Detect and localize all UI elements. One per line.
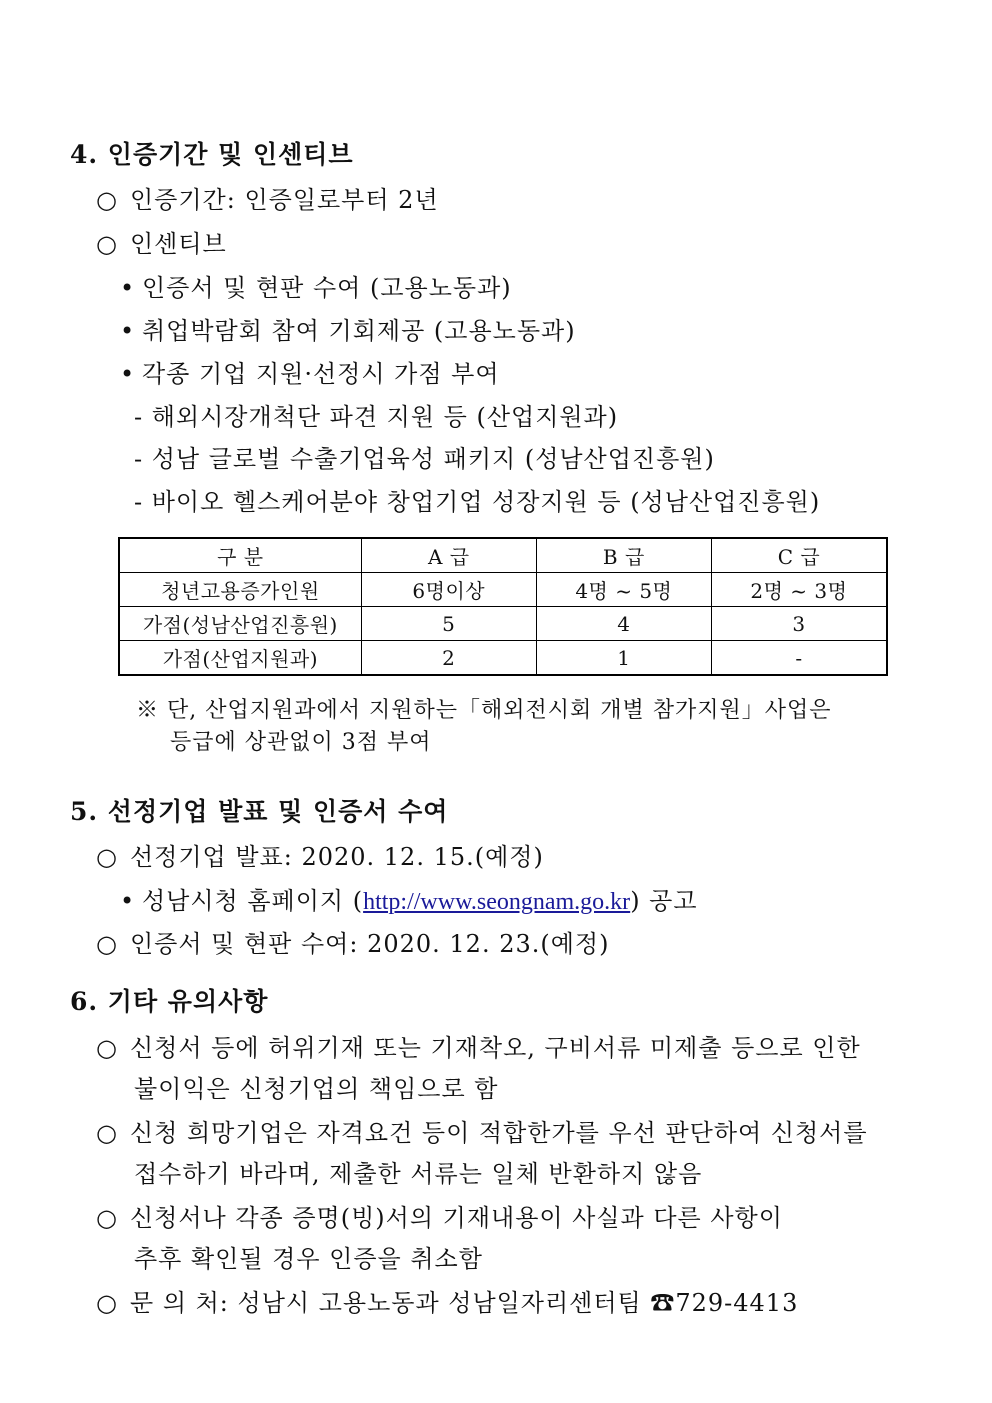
announce-text: 선정기업 발표: 2020. 12. 15.(예정) [130,843,544,871]
circle-marker-icon: ○ [96,1034,118,1062]
homepage-prefix: 성남시청 홈페이지 ( [142,887,364,915]
award-item [96,929,609,959]
circle-marker-icon: ○ [96,843,118,871]
table-row [119,641,887,676]
circle-marker-icon: ○ [96,1204,118,1232]
table-cell: 3 [711,607,887,641]
bullet-marker-icon: • [120,274,136,302]
table-header-cell: B 급 [536,538,711,573]
contact-text: 문 의 처: 성남시 고용노동과 성남일자리센터팀 ☎729-4413 [130,1289,799,1317]
circle-marker-icon: ○ [96,1289,118,1317]
table-header-cell: 구 분 [119,538,361,573]
table-header-cell: C 급 [711,538,887,573]
dash-item: - 해외시장개척단 파견 지원 등 (산업지원과) [134,403,619,431]
grade-table [118,537,888,676]
dash-item: - 바이오 헬스케어분야 창업기업 성장지원 등 (성남산업진흥원) [134,488,821,516]
table-cell: 청년고용증가인원 [119,573,361,607]
table-row [119,607,887,641]
notice-continuation: 추후 확인될 경우 인증을 취소함 [134,1245,483,1273]
notice-text: 신청서나 각종 증명(빙)서의 기재내용이 사실과 다른 사항이 [130,1204,783,1232]
notice-text: 신청 희망기업은 자격요건 등이 적합한가를 우선 판단하여 신청서를 [130,1119,868,1147]
notice-continuation: 불이익은 신청기업의 책임으로 함 [134,1075,499,1103]
circle-marker-icon: ○ [96,1119,118,1147]
bullet-marker-icon: • [120,360,136,388]
bullet-item [120,273,512,303]
notice-text: 신청서 등에 허위기재 또는 기재착오, 구비서류 미제출 등으로 인한 [130,1034,861,1062]
table-cell: 4명 ~ 5명 [536,573,711,607]
bullet-text: 취업박람회 참여 기회제공 (고용노동과) [142,317,576,345]
incentive-item [96,229,227,259]
table-cell: 2명 ~ 3명 [711,573,887,607]
table-cell: 1 [536,641,711,676]
section-6-heading: 6. 기타 유의사항 [70,987,269,1016]
table-cell: 4 [536,607,711,641]
note-line-1: ※ 단, 산업지원과에서 지원하는「해외전시회 개별 참가지원」사업은 [136,698,832,723]
bullet-marker-icon: • [120,887,136,915]
announce-item [96,842,544,872]
award-text: 인증서 및 현판 수여: 2020. 12. 23.(예정) [130,930,610,958]
table-header-cell: A 급 [361,538,536,573]
table-cell: 6명이상 [361,573,536,607]
contact-item [96,1288,798,1318]
homepage-item [120,886,698,917]
circle-marker-icon: ○ [96,230,118,258]
bullet-text: 인증서 및 현판 수여 (고용노동과) [142,274,512,302]
bullet-text: 각종 기업 지원·선정시 가점 부여 [142,360,500,388]
note-line-2: 등급에 상관없이 3점 부여 [170,730,432,755]
notice-item [96,1033,861,1063]
homepage-link[interactable]: http://www.seongnam.go.kr [363,889,631,915]
table-cell: - [711,641,887,676]
bullet-item [120,359,500,389]
circle-marker-icon: ○ [96,186,118,214]
bullet-marker-icon: • [120,317,136,345]
circle-marker-icon: ○ [96,930,118,958]
table-row [119,573,887,607]
dash-item: - 성남 글로벌 수출기업육성 패키지 (성남산업진흥원) [134,445,715,473]
table-cell: 가점(산업지원과) [119,641,361,676]
incentive-text: 인센티브 [130,230,227,258]
section-5-heading: 5. 선정기업 발표 및 인증서 수여 [70,797,449,826]
table-header-row [119,538,887,573]
table-cell: 2 [361,641,536,676]
notice-item [96,1203,783,1233]
section-4-heading: 4. 인증기간 및 인센티브 [70,140,354,169]
period-item [96,185,439,215]
notice-item [96,1118,868,1148]
homepage-suffix: ) 공고 [630,887,698,915]
notice-continuation: 접수하기 바라며, 제출한 서류는 일체 반환하지 않음 [134,1160,703,1188]
table-cell: 가점(성남산업진흥원) [119,607,361,641]
bullet-item [120,316,576,346]
table-cell: 5 [361,607,536,641]
period-text: 인증기간: 인증일로부터 2년 [130,186,439,214]
